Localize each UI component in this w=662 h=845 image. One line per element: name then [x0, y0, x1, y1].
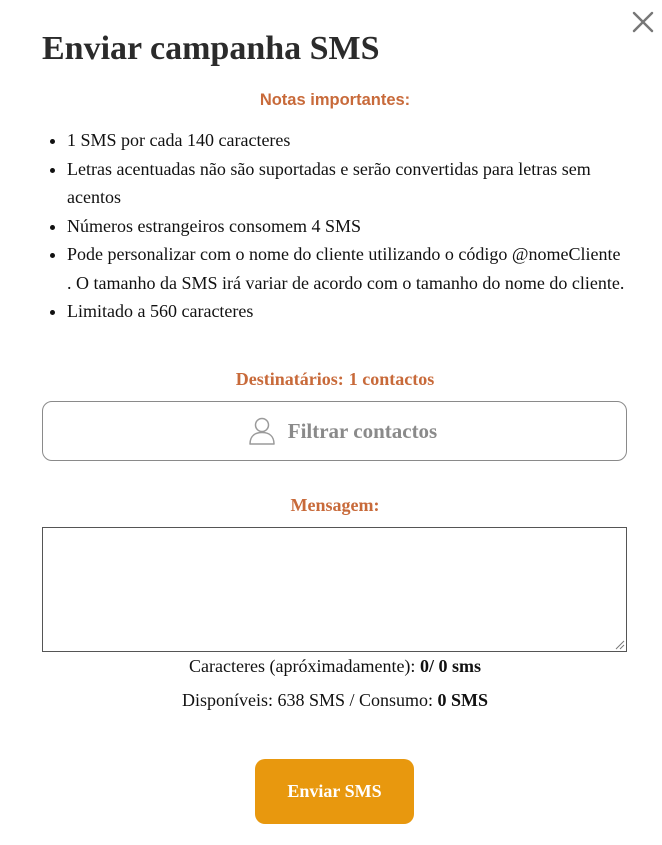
note-item: • Letras acentuadas não são suportadas e serão convertidas para letras sem acentos [67, 155, 627, 212]
consumption-value: 0 SMS [437, 690, 489, 710]
recipients-value: 1 contactos [348, 369, 435, 389]
message-textarea[interactable] [42, 527, 627, 652]
note-item: • Pode personalizar com o nome do cliente utilizando o código @nomeCliente . O tamanho da SMS irá variar de acordo com o tamanho do nome do cliente. [67, 240, 627, 297]
note-item: • Números estrangeiros consomem 4 SMS [67, 212, 627, 241]
counter-label: Caracteres (apróximadamente): [189, 656, 416, 676]
filter-contacts-button[interactable] [42, 401, 627, 461]
filter-contacts-label: Filtrar contactos [287, 418, 438, 443]
close-button[interactable] [629, 8, 657, 36]
sms-balance [0, 690, 662, 711]
recipients-label: Destinatários: [235, 369, 344, 389]
resize-grip-icon[interactable] [613, 638, 625, 650]
note-item: • Limitado a 560 caracteres [67, 297, 627, 326]
counter-value: 0/ 0 sms [419, 656, 481, 676]
modal-title: Enviar campanha SMS [42, 30, 380, 67]
user-icon [248, 416, 276, 446]
character-counter [0, 656, 662, 677]
notes-list [67, 126, 627, 326]
message-label: Mensagem: [290, 495, 380, 515]
note-item: • 1 SMS por cada 140 caracteres [67, 126, 627, 155]
balance-label: Disponíveis: 638 SMS / Consumo: [181, 690, 434, 710]
send-sms-button[interactable]: Enviar SMS [255, 759, 414, 824]
recipients-count [0, 369, 662, 390]
notes-heading: Notas importantes: [259, 91, 411, 109]
close-icon [631, 10, 655, 34]
